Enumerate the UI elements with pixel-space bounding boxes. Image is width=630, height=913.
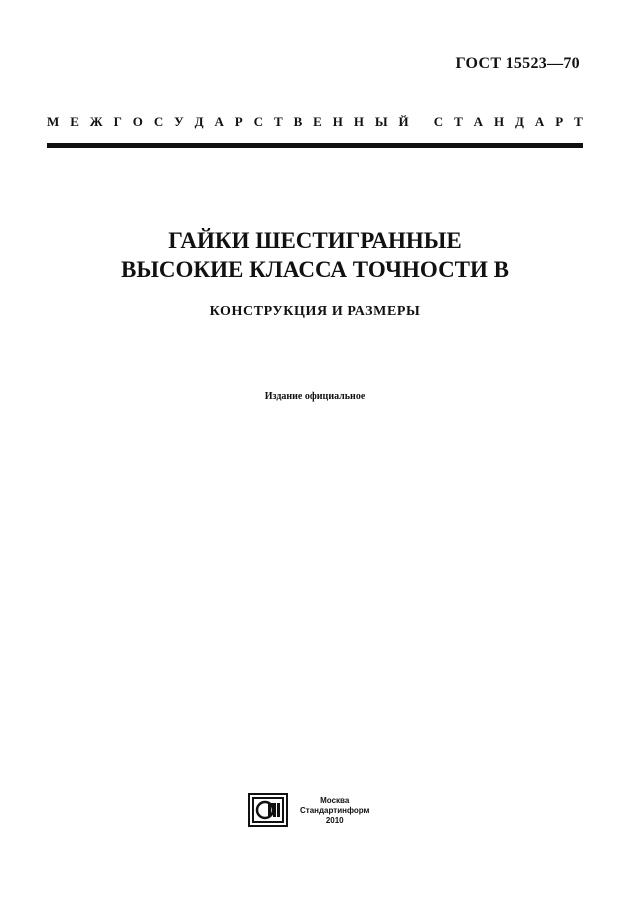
publisher-name: Стандартинформ: [300, 806, 370, 815]
standard-type-space: [420, 114, 423, 130]
standard-type-letter: А: [214, 114, 224, 129]
standard-type-letter: Й: [398, 114, 409, 129]
standard-type-letter: Г: [113, 114, 122, 129]
standard-type-letter: Н: [353, 114, 364, 129]
edition-note: Издание официальное: [264, 391, 366, 402]
standard-type-heading: [47, 114, 583, 130]
standard-type-letter: Т: [574, 114, 583, 129]
standard-type-letter: Н: [493, 114, 505, 129]
standard-type-letter: У: [174, 114, 184, 129]
standard-type-letter: Е: [70, 114, 79, 129]
standard-type-letter: С: [433, 114, 444, 129]
standard-type-letter: Ж: [89, 114, 103, 129]
header-rule: [47, 143, 583, 148]
standard-type-letter: О: [132, 114, 143, 129]
standard-type-letter: А: [534, 114, 545, 129]
standard-type-letter: Е: [313, 114, 322, 129]
title-line-2: ВЫСОКИЕ КЛАССА ТОЧНОСТИ В: [120, 257, 510, 282]
standard-type-letter: С: [153, 114, 164, 129]
title-line-1: ГАЙКИ ШЕСТИГРАННЫЕ: [168, 228, 462, 253]
standard-type-letter: Д: [515, 114, 524, 129]
standard-type-letter: Т: [273, 114, 283, 129]
standard-type-letter: Ы: [374, 114, 388, 129]
publisher-city: Москва: [320, 796, 350, 805]
publisher-block: [248, 793, 369, 827]
standard-type-letter: С: [253, 114, 264, 129]
standard-type-letter: Н: [332, 114, 343, 129]
standard-type-letter: Т: [454, 114, 463, 129]
standard-type-letter: Р: [234, 114, 243, 129]
standard-type-letter: В: [293, 114, 303, 129]
standard-type-letter: А: [473, 114, 484, 129]
standard-type-letter: М: [47, 114, 60, 129]
standard-type-letter: Р: [555, 114, 564, 129]
standard-type-letter: Д: [194, 114, 204, 129]
document-number: ГОСТ 15523—70: [455, 55, 580, 72]
subtitle: КОНСТРУКЦИЯ И РАЗМЕРЫ: [209, 304, 421, 319]
publisher-imprint: [300, 796, 369, 826]
publication-year: 2010: [325, 816, 344, 825]
standartinform-logo-icon: [248, 793, 288, 827]
